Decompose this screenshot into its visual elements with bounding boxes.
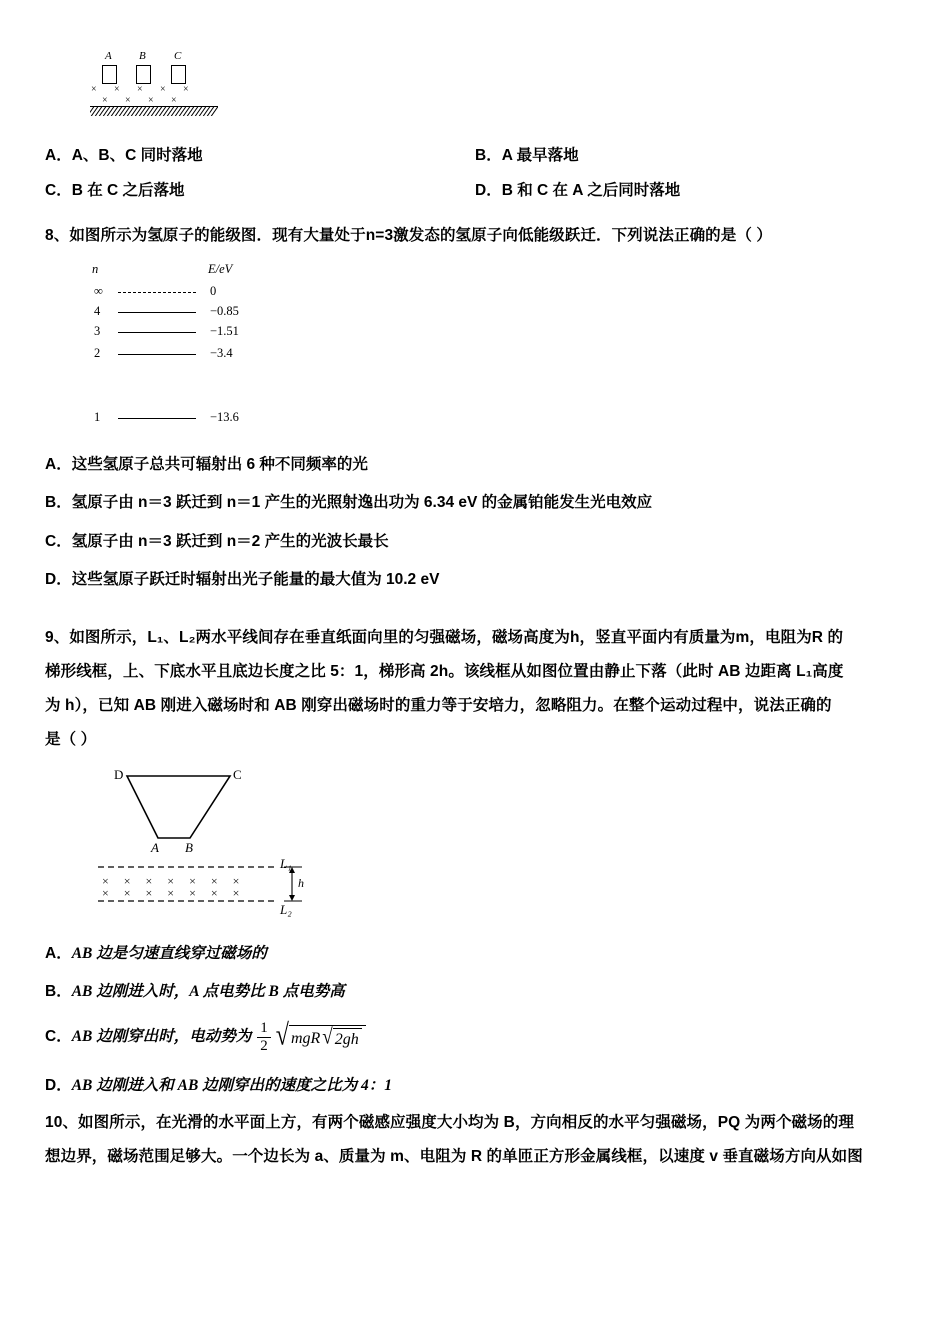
figure-q9-line-l1-label: L₁ (280, 855, 292, 871)
q9-stem-line-3: 为 h），已知 AB 刚进入磁场时和 AB 刚穿出磁场时的重力等于安培力，忽略阻力。在整个运动过程中，说法正确的 (45, 696, 832, 714)
figure-q8-axis-n: n (92, 261, 99, 276)
q10-stem-line-1: 10、如图所示，在光滑的水平面上方，有两个磁感应强度大小均为 B，方向相反的水平匀强磁场，PQ 为两个磁场的理 (45, 1113, 854, 1131)
figure-q7-field-mark: × (171, 95, 177, 106)
q9-option-c-sqrt-outer (275, 1019, 366, 1053)
figure-q7-field-mark: × (114, 84, 120, 95)
figure-q8-level-value: −1.51 (210, 323, 239, 338)
figure-q7-canvas (90, 50, 225, 130)
figure-q8-level-label: ∞ (94, 283, 103, 298)
figure-q7-label-a: A (105, 50, 112, 62)
figure-q9-trapezoid-coil (45, 766, 905, 926)
figure-q9-svg (90, 766, 340, 926)
radical-icon: √ (322, 1025, 333, 1050)
q7-option-a[interactable]: A．A、B、C 同时落地 (45, 147, 203, 164)
q9-option-c-numerator: 1 (260, 1020, 268, 1037)
q8-option-c[interactable]: C．氢原子由 n＝3 跃迁到 n＝2 产生的光波长最长 (45, 532, 389, 550)
q8-option-b[interactable]: B．氢原子由 n＝3 跃迁到 n＝1 产生的光照射逸出功为 6.34 eV 的金属铂能发生光电效应 (45, 494, 653, 512)
q7-options-row-2 (45, 175, 905, 206)
figure-q8-level-label: 4 (94, 303, 101, 318)
figure-q9-field-marks: × × × × × × × (102, 873, 246, 888)
figure-q8-level-line (118, 312, 196, 313)
q9-stem-line-2: 梯形线框，上、下底水平且底边长度之比 5：1，梯形高 2h。该线框从如图位置由静止下落（此时 AB 边距离 L₁高度 (45, 663, 844, 681)
figure-q7-block-b (136, 65, 151, 84)
figure-q9-line-l2-label: L₂ (280, 901, 292, 917)
figure-q8-level-line (118, 418, 196, 419)
figure-q8-level-value: 0 (210, 283, 217, 298)
q9-option-c-inner2: 2gh (333, 1028, 362, 1049)
q9-option-d-text: AB 边刚进入和 AB 边刚穿出的速度之比为 4：1 (71, 1077, 393, 1095)
figure-q7-blocks-on-ground (45, 50, 905, 130)
figure-q7-field-mark: × (183, 84, 189, 95)
q9-option-c-fraction (257, 1020, 271, 1054)
figure-q8-level-label: 2 (94, 345, 101, 360)
figure-q8-level-value: −3.4 (210, 345, 233, 360)
figure-q9-vertex-a: A (151, 839, 159, 855)
q9-option-c-denominator: 2 (257, 1037, 271, 1055)
q9-option-d[interactable] (45, 1068, 905, 1104)
q7-option-b[interactable]: B．A 最早落地 (475, 147, 579, 164)
q7-options-row-1 (45, 140, 905, 171)
q9-option-c-sqrt-inner (322, 1025, 361, 1050)
figure-q9-field-marks: × × × × × × × (102, 885, 246, 900)
figure-q7-block-a (102, 65, 117, 84)
figure-q7-field-mark: × (91, 84, 97, 95)
figure-q8-level-label: 1 (94, 409, 101, 424)
figure-q8-energy-levels (45, 262, 905, 437)
figure-q7-block-c (171, 65, 186, 84)
figure-q9-height-label: h (298, 875, 304, 890)
q8-stem: 8、如图所示为氢原子的能级图．现有大量处于n=3激发态的氢原子向低能级跃迁．下列说法正确的是（ ） (45, 227, 772, 244)
figure-q7-field-mark: × (125, 95, 131, 106)
figure-q8-canvas (90, 262, 300, 437)
q10-stem-line-2: 想边界，磁场范围足够大。一个边长为 a、质量为 m、电阻为 R 的单匝正方形金属线框，以速度 v 垂直磁场方向从如图 (45, 1147, 863, 1165)
q9-option-c-sqrt-body (289, 1025, 366, 1049)
figure-q7-field-mark: × (137, 84, 143, 95)
q9-option-a[interactable] (45, 936, 905, 972)
figure-q8-axis-e: E/eV (208, 261, 233, 276)
q7-option-d[interactable]: D．B 和 C 在 A 之后同时落地 (475, 182, 681, 199)
figure-q7-field-mark: × (160, 84, 166, 95)
q9-option-b-prefix: B． (45, 982, 72, 1000)
figure-q8-level-value: −13.6 (210, 409, 239, 424)
figure-q8-level-line (118, 332, 196, 333)
q9-stem-line-1: 9、如图所示，L₁、L₂两水平线间存在垂直纸面向里的匀强磁场，磁场高度为h，竖直平面内有质量为m，电阻为R 的 (45, 629, 844, 647)
figure-q9-vertex-c: C (233, 766, 242, 782)
figure-q7-label-c: C (174, 50, 182, 62)
figure-q8-level-line (118, 292, 196, 293)
q9-option-c-text: AB 边刚穿出时，电动势为 (71, 1028, 252, 1046)
q9-stem-line-4: 是（ ） (45, 730, 97, 748)
figure-q8-level-line (118, 354, 196, 355)
figure-q9-vertex-d: D (114, 766, 124, 782)
spacer (45, 210, 905, 220)
q7-option-c[interactable]: C．B 在 C 之后落地 (45, 182, 185, 199)
figure-q7-field-mark: × (102, 95, 108, 106)
radical-icon: √ (275, 1019, 289, 1053)
q9-option-b[interactable] (45, 974, 905, 1010)
q9-option-c[interactable] (45, 1020, 905, 1054)
q9-option-a-prefix: A． (45, 944, 72, 962)
figure-q8-level-label: 3 (94, 323, 101, 338)
figure-q9-canvas (90, 766, 340, 926)
q9-option-a-text: AB 边是匀速直线穿过磁场的 (71, 944, 267, 962)
q8-option-a[interactable]: A．这些氢原子总共可辐射出 6 种不同频率的光 (45, 455, 368, 473)
figure-q7-ground-hatch (90, 107, 218, 116)
q8-option-d[interactable]: D．这些氢原子跃迁时辐射出光子能量的最大值为 10.2 eV (45, 571, 440, 589)
q9-option-c-prefix: C． (45, 1028, 72, 1046)
figure-q7-label-b: B (139, 50, 146, 62)
spacer (45, 600, 905, 622)
q9-option-c-inner: mgR (290, 1030, 321, 1048)
q9-option-d-prefix: D． (45, 1077, 72, 1095)
figure-q8-level-value: −0.85 (210, 303, 239, 318)
figure-q7-field-mark: × (148, 95, 154, 106)
figure-q9-vertex-b: B (185, 839, 193, 855)
q9-option-b-text: AB 边刚进入时，A 点电势比 B 点电势高 (71, 982, 345, 1000)
